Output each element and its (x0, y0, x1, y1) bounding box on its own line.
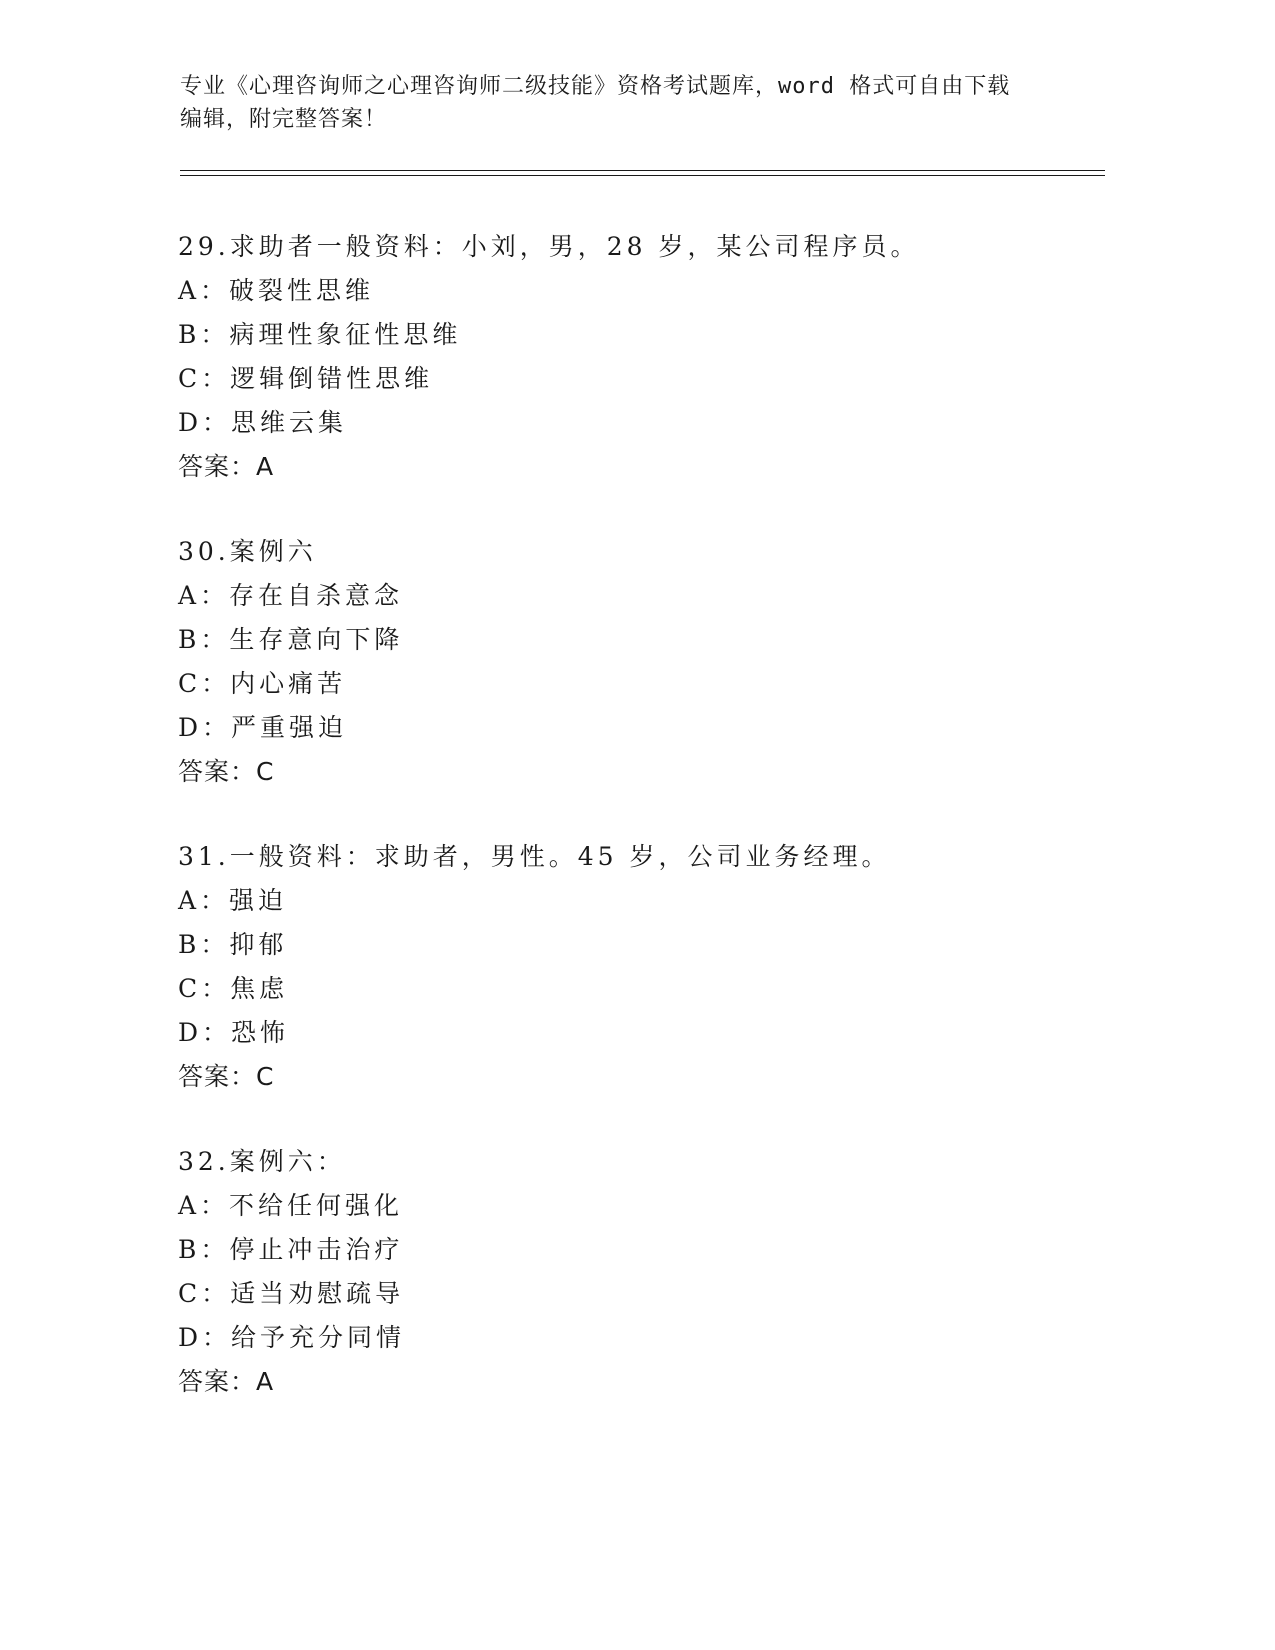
answer: 答案：C (178, 757, 275, 786)
option-d: D：严重强迫 (178, 713, 348, 742)
option-c: C：焦虑 (178, 974, 289, 1003)
option-a: A：存在自杀意念 (178, 581, 404, 610)
question-29 (178, 225, 1078, 489)
option-a: A：不给任何强化 (178, 1191, 404, 1220)
option-c: C：内心痛苦 (178, 669, 347, 698)
option-d: D：恐怖 (178, 1018, 290, 1047)
header-divider-bottom (180, 175, 1105, 176)
option-a: A：强迫 (178, 886, 288, 915)
question-stem: 29.求助者一般资料：小刘，男，28 岁，某公司程序员。 (178, 232, 920, 261)
question-stem: 32.案例六： (178, 1147, 346, 1176)
option-c: C：逻辑倒错性思维 (178, 364, 434, 393)
option-d: D：给予充分同情 (178, 1323, 406, 1352)
option-b: B：抑郁 (178, 930, 288, 959)
header-divider-top (180, 170, 1105, 171)
header-line-2: 编辑，附完整答案！ (180, 107, 388, 132)
document-header (180, 70, 1060, 136)
option-d: D：思维云集 (178, 408, 348, 437)
option-a: A：破裂性思维 (178, 276, 375, 305)
question-31 (178, 835, 1078, 1099)
option-b: B：病理性象征性思维 (178, 320, 462, 349)
question-32 (178, 1140, 1078, 1404)
answer: 答案：A (178, 1367, 275, 1396)
option-b: B：停止冲击治疗 (178, 1235, 404, 1264)
option-b: B：生存意向下降 (178, 625, 404, 654)
question-stem: 30.案例六 (178, 537, 317, 566)
answer: 答案：A (178, 452, 275, 481)
answer: 答案：C (178, 1062, 275, 1091)
option-c: C：适当劝慰疏导 (178, 1279, 405, 1308)
question-30 (178, 530, 1078, 794)
header-line-1: 专业《心理咨询师之心理咨询师二级技能》资格考试题库，word 格式可自由下载 (180, 74, 1011, 99)
question-stem: 31.一般资料：求助者，男性。45 岁，公司业务经理。 (178, 842, 891, 871)
